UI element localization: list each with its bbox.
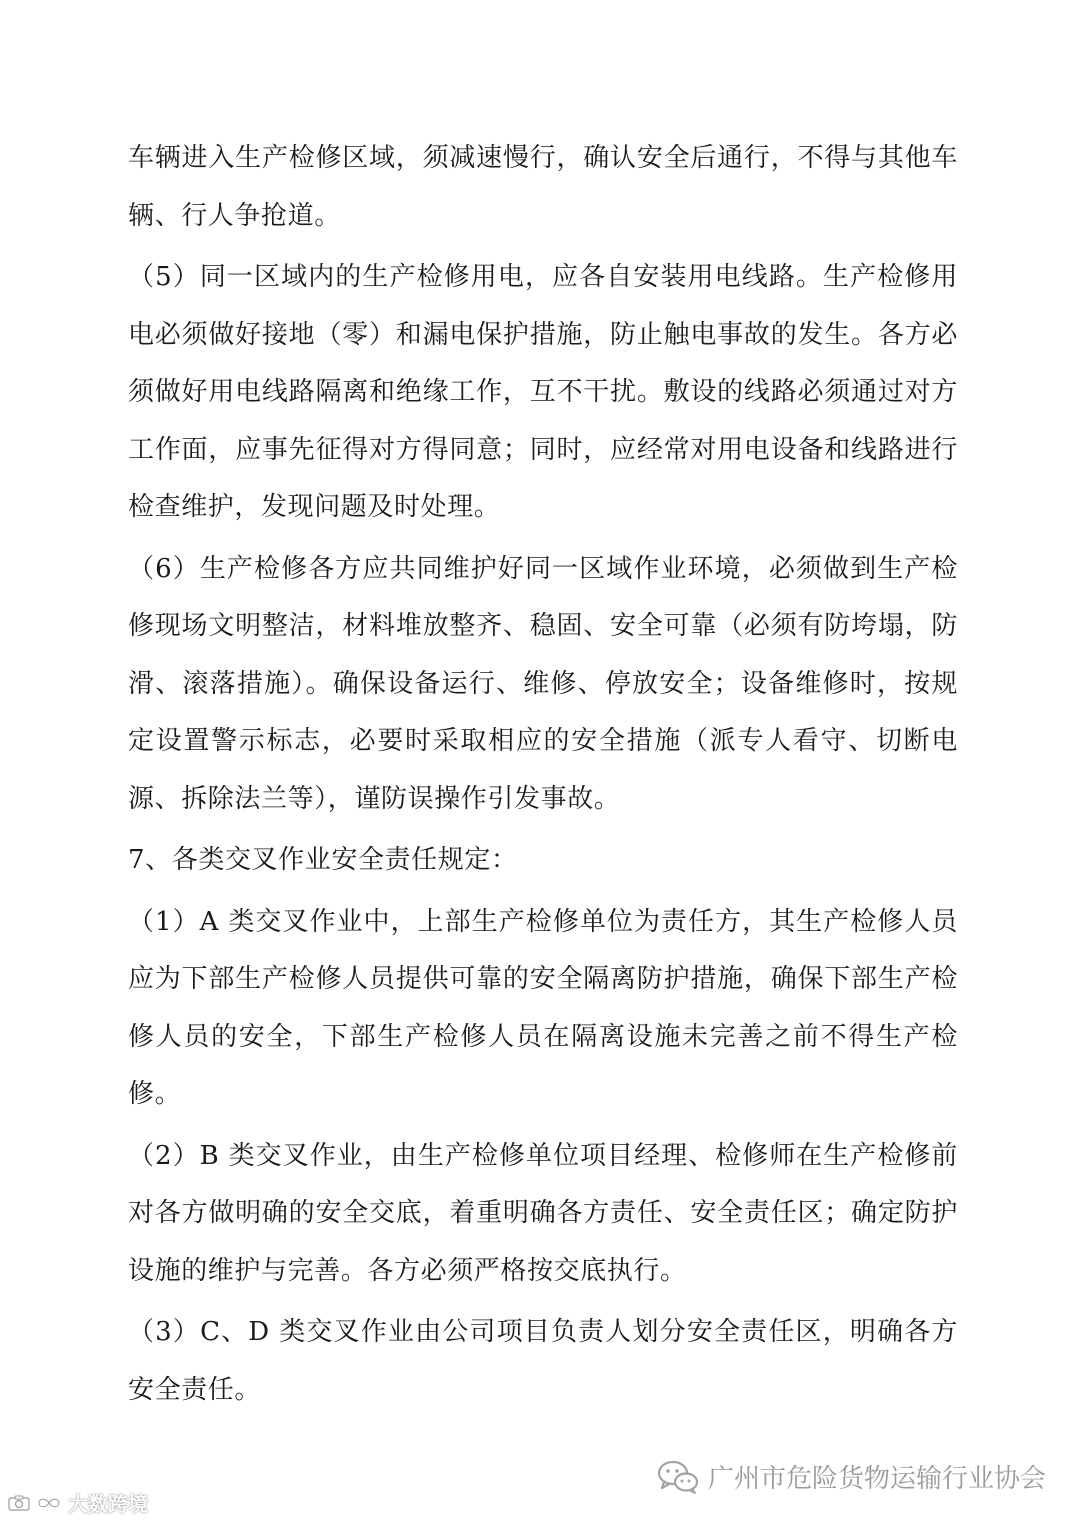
image-source-label: 大数跨境 xyxy=(68,1492,148,1516)
document-body xyxy=(128,130,958,1419)
wechat-watermark xyxy=(656,1458,1046,1495)
infinity-icon xyxy=(36,1495,62,1511)
section-heading-7: 7、各类交叉作业安全责任规定： xyxy=(128,845,518,875)
camera-icon xyxy=(8,1495,30,1511)
wechat-icon xyxy=(656,1459,700,1495)
paragraph-item-5: （5）同一区域内的生产检修用电，应各自安装用电线路。生产检修用电必须做好接地（零）和漏电保护措施，防止触电事故的发生。各方必须做好用电线路隔离和绝缘工作，互不干扰。敷设的线路必须通过对方工作面，应事先征得对方得同意；同时，应经常对用电设备和线路进行检查维护，发现问题及时处理。 xyxy=(128,262,958,522)
paragraph-rule-2: （2）B 类交叉作业，由生产检修单位项目经理、检修师在生产检修前对各方做明确的安全交底，着重明确各方责任、安全责任区；确定防护设施的维护与完善。各方必须严格按交底执行。 xyxy=(128,1140,958,1286)
image-source-watermark xyxy=(8,1488,148,1517)
paragraph-rule-1: （1）A 类交叉作业中，上部生产检修单位为责任方，其生产检修人员应为下部生产检修人员提供可靠的安全隔离防护措施，确保下部生产检修人员的安全，下部生产检修人员在隔离设施未完善之前不得生产检修。 xyxy=(128,906,958,1109)
paragraph-vehicle-entry: 车辆进入生产检修区域，须减速慢行，确认安全后通行，不得与其他车辆、行人争抢道。 xyxy=(128,143,958,231)
paragraph-rule-3: （3）C、D 类交叉作业由公司项目负责人划分安全责任区，明确各方安全责任。 xyxy=(128,1317,958,1405)
wechat-account-name: 广州市危险货物运输行业协会 xyxy=(707,1464,1046,1494)
paragraph-item-6: （6）生产检修各方应共同维护好同一区域作业环境，必须做到生产检修现场文明整洁，材料堆放整齐、稳固、安全可靠（必须有防垮塌，防滑、滚落措施）。确保设备运行、维修、停放安全；设备维修时，按规定设置警示标志，必要时采取相应的安全措施（派专人看守、切断电源、拆除法兰等），谨防误操作引发事故。 xyxy=(128,553,958,814)
